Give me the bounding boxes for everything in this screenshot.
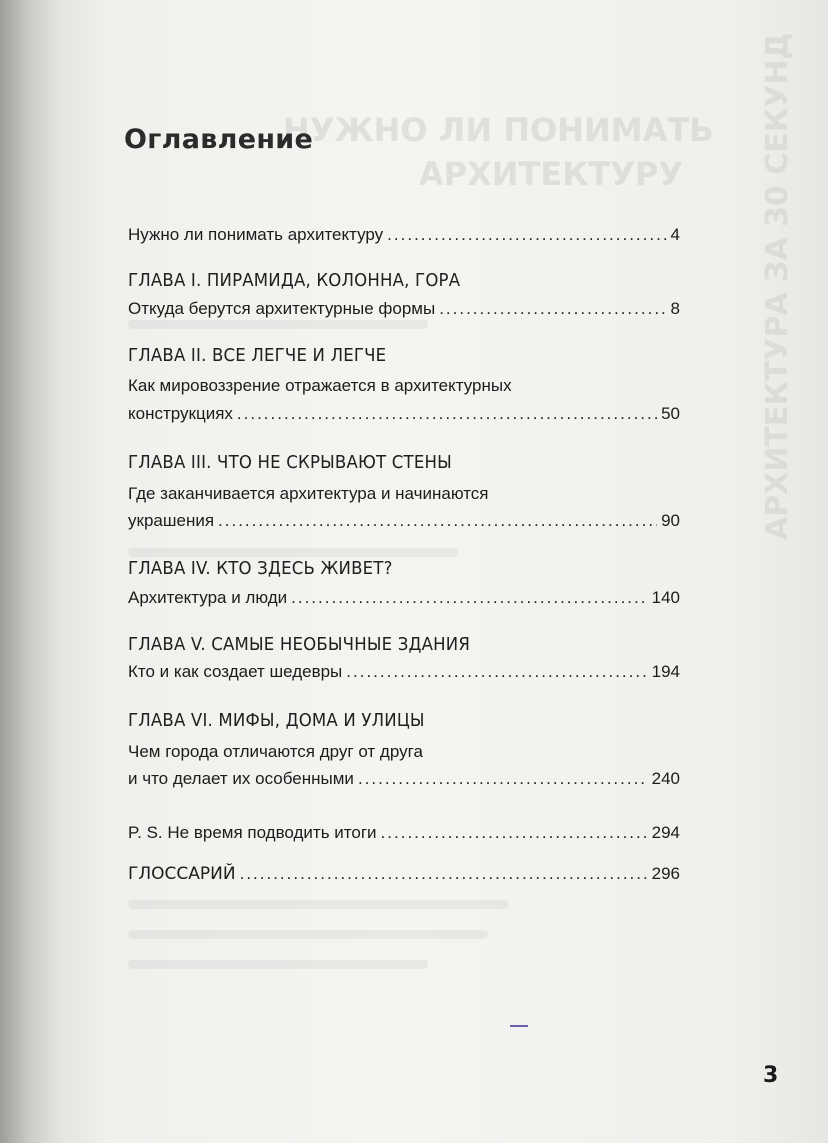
toc-title: Оглавление (124, 124, 314, 155)
page-number: 3 (763, 1063, 779, 1088)
chapter-heading: ГЛАВА V. САМЫЕ НЕОБЫЧНЫЕ ЗДАНИЯ (128, 634, 471, 655)
toc-entry-text: ГЛОССАРИЙ (128, 864, 236, 884)
toc-entry-chapter-5[interactable] (128, 662, 680, 684)
toc-entry-glossary[interactable] (128, 864, 680, 886)
toc-entry-chapter-6[interactable] (128, 769, 680, 791)
show-through-line (128, 930, 488, 939)
toc-entry-chapter-4[interactable] (128, 588, 680, 610)
toc-entry-page: 194 (651, 662, 680, 681)
toc-entry-text: украшения (128, 511, 215, 530)
leader-dots (381, 823, 648, 843)
toc-entry-text: и что делает их особенными (128, 769, 354, 788)
toc-entry-text: Нужно ли понимать архитектуру (128, 225, 384, 244)
toc-entry-page: 296 (651, 864, 680, 883)
toc-entry-text: Архитектура и люди (128, 588, 288, 607)
ink-mark (510, 1025, 528, 1027)
toc-entry-chapter-3[interactable] (128, 511, 680, 533)
toc-entry-chapter-1[interactable] (128, 299, 680, 321)
show-through-title-line1: НУЖНО ЛИ ПОНИМАТЬ (283, 111, 714, 149)
toc-entry-text: Откуда берутся архитектурные формы (128, 299, 436, 318)
toc-entry-page: 240 (651, 769, 680, 788)
toc-entry-text: Кто и как создает шедевры (128, 662, 343, 681)
toc-entry-text-line: Где заканчивается архитектура и начинаются (128, 484, 489, 503)
chapter-heading: ГЛАВА III. ЧТО НЕ СКРЫВАЮТ СТЕНЫ (128, 452, 452, 473)
toc-entry-text: конструкциях (128, 404, 233, 423)
chapter-heading: ГЛАВА VI. МИФЫ, ДОМА И УЛИЦЫ (128, 710, 425, 731)
toc-entry-text-line: Чем города отличаются друг от друга (128, 742, 423, 761)
leader-dots (346, 662, 647, 682)
chapter-heading: ГЛАВА II. ВСЕ ЛЕГЧЕ И ЛЕГЧЕ (128, 345, 387, 366)
toc-entry-page: 8 (670, 299, 680, 318)
toc-entry-ps[interactable] (128, 823, 680, 845)
toc-entry-intro[interactable] (128, 225, 680, 247)
toc-entry-text: P. S. Не время подводить итоги (128, 823, 377, 842)
show-through-title-line2: АРХИТЕКТУРУ (418, 155, 683, 193)
chapter-heading: ГЛАВА IV. КТО ЗДЕСЬ ЖИВЕТ? (128, 558, 393, 579)
leader-dots (291, 588, 647, 608)
leader-dots (240, 864, 648, 884)
leader-dots (358, 769, 648, 789)
show-through-line (128, 320, 428, 329)
show-through-line (128, 548, 458, 557)
toc-entry-chapter-2[interactable] (128, 404, 680, 426)
leader-dots (439, 299, 666, 319)
leader-dots (387, 225, 666, 245)
show-through-title (283, 108, 714, 196)
toc-entry-page: 90 (661, 511, 680, 530)
toc-entry-page: 4 (670, 225, 680, 244)
toc-entry-page: 140 (651, 588, 680, 607)
show-through-line (128, 900, 508, 909)
show-through-side-text: АРХИТЕКТУРА ЗА 30 СЕКУНД (760, 32, 795, 540)
toc-entry-page: 294 (651, 823, 680, 842)
toc-entry-page: 50 (661, 404, 680, 423)
show-through-line (128, 960, 428, 969)
chapter-heading: ГЛАВА I. ПИРАМИДА, КОЛОННА, ГОРА (128, 270, 461, 291)
leader-dots (218, 511, 657, 531)
toc-entry-text-line: Как мировоззрение отражается в архитектурных (128, 376, 512, 395)
leader-dots (237, 404, 657, 424)
